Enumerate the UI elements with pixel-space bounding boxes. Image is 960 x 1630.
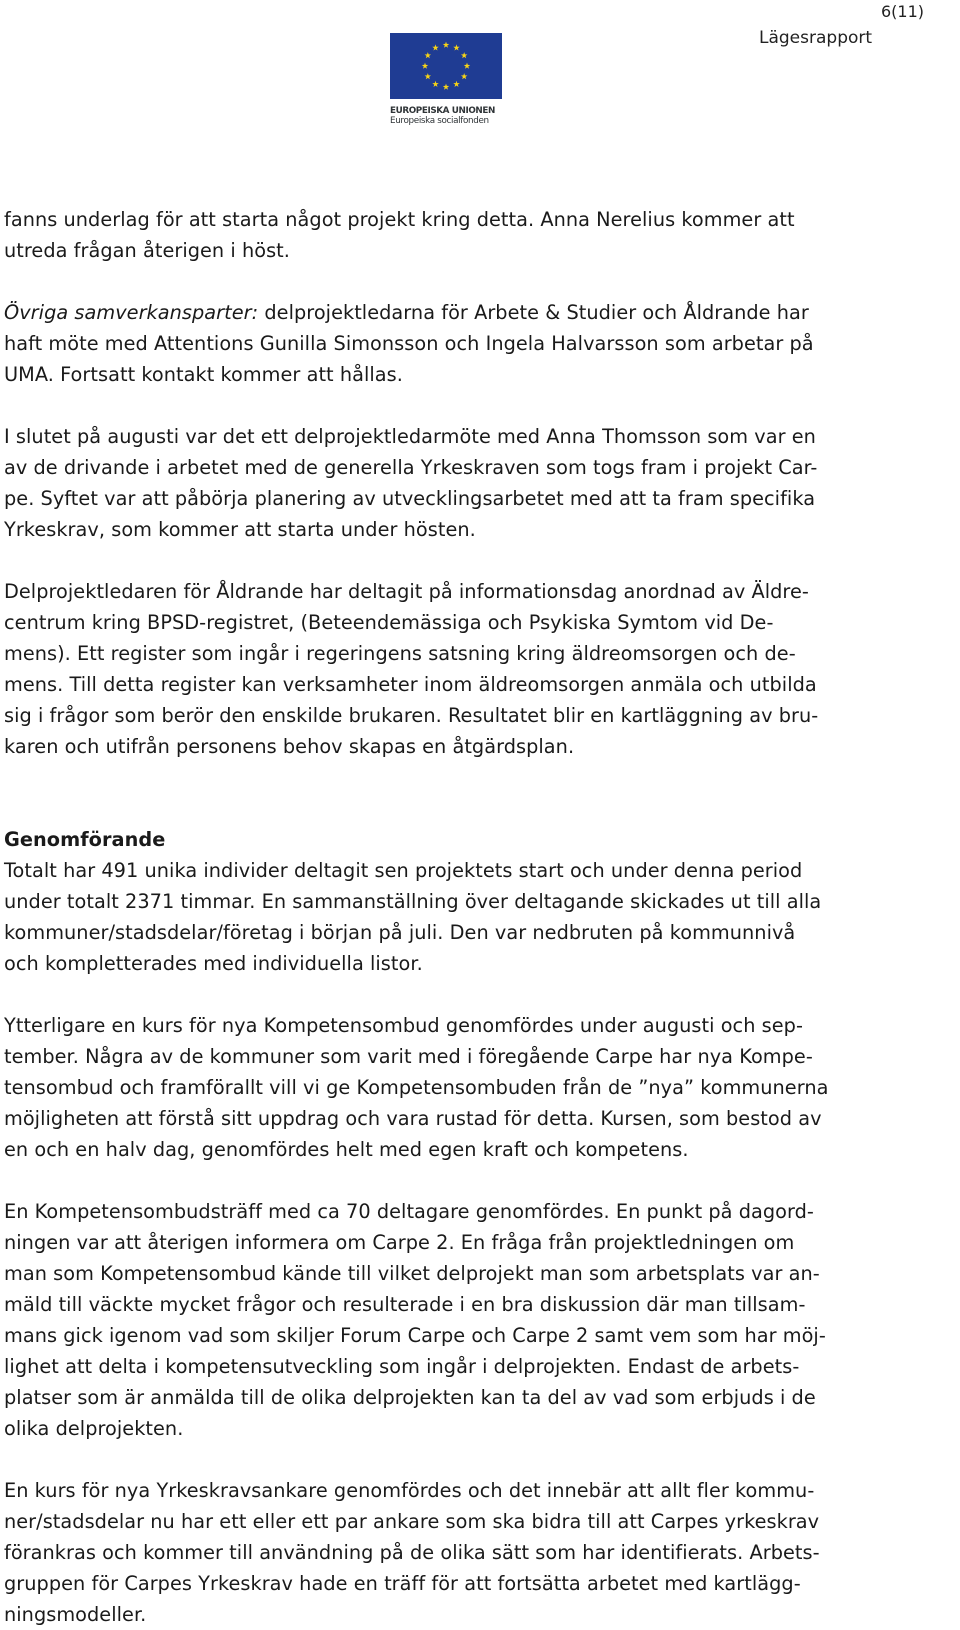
logo-text-union: EUROPEISKA UNIONEN (390, 106, 495, 116)
page-number: 6(11) (880, 2, 924, 21)
paragraph-text: delprojektledarna för Arbete & Studier och Åldrande har haft möte med Attentions Gunilla Simonsson och Ingela Halvarsson som arbetar på UMA. Fortsatt kontakt kommer att hållas. (4, 301, 814, 386)
paragraph: Totalt har 491 unika individer deltagit sen projektets start och under denna period under totalt 2371 timmar. En sammanställning över deltagande skickades ut till alla kommuner/stadsdelar/företag i början på juli. Den var nedbruten på kommunnivå och kompletterades med individuella listor. (4, 859, 822, 975)
paragraph (4, 297, 909, 390)
paragraph: En Kompetensombudsträff med ca 70 deltagare genomfördes. En punkt på dagord- ningen var att återigen informera om Carpe 2. En fråga från projektledningen om man som Kompetensombud kände till vilket delprojekt man som arbetsplats var an- mäld till väckte mycket frågor och resulterade i en bra diskussion där man tillsam- mans gick igenom vad som skiljer Forum Carpe och Carpe 2 samt vem som har möj- lighet att delta i kompetensutveckling som ingår i delprojekten. Endast de arbets- platser som är anmälda till de olika delprojekten kan ta del av vad som erbjuds i de olika delprojekten. (4, 1200, 826, 1440)
section-heading: Genomförande (4, 828, 166, 851)
eu-flag-icon (390, 33, 502, 99)
document-body (4, 204, 909, 1630)
paragraph: fanns underlag för att starta något projekt kring detta. Anna Nerelius kommer att utreda frågan återigen i höst. (4, 208, 795, 262)
paragraph: Ytterligare en kurs för nya Kompetensombud genomfördes under augusti och sep- tember. Några av de kommuner som varit med i föregående Carpe har nya Kompe- tensombud och framförallt vill vi ge Kompetensombuden från de ”nya” kommunerna möjligheten att förstå sitt uppdrag och vara rustad för detta. Kursen, som bestod av en och en halv dag, genomfördes helt med egen kraft och kompetens. (4, 1014, 829, 1161)
logo-text-fund: Europeiska socialfonden (390, 116, 489, 126)
paragraph: I slutet på augusti var det ett delprojektledarmöte med Anna Thomsson som var en av de drivande i arbetet med de generella Yrkeskraven som togs fram i projekt Car- pe. Syftet var att påbörja planering av utvecklingsarbetet med att ta fram specifika Yrkeskrav, som kommer att starta under hösten. (4, 425, 818, 541)
paragraph: En kurs för nya Yrkeskravsankare genomfördes och det innebär att allt fler kommu- ner/stadsdelar nu har ett eller ett par ankare som ska bidra till att Carpes yrkeskrav förankras och kommer till användning på de olika sätt som har identifierats. Arbets- gruppen för Carpes Yrkeskrav hade en träff för att fortsätta arbetet med kartlägg- ningsmodeller. (4, 1479, 820, 1626)
paragraph-lead: Övriga samverkansparter: (4, 301, 259, 324)
report-title: Lägesrapport (759, 28, 873, 48)
eu-logo (390, 33, 502, 127)
paragraph: Delprojektledaren för Åldrande har deltagit på informationsdag anordnad av Äldre- centrum kring BPSD-registret, (Beteendemässiga och Psykiska Symtom vid De- mens). Ett register som ingår i regeringens satsning kring äldreomsorgen och de- mens. Till detta register kan verksamheter inom äldreomsorgen anmäla och utbilda sig i frågor som berör den enskilde brukaren. Resultatet blir en kartläggning av bru- karen och utifrån personens behov skapas en åtgärdsplan. (4, 580, 819, 758)
